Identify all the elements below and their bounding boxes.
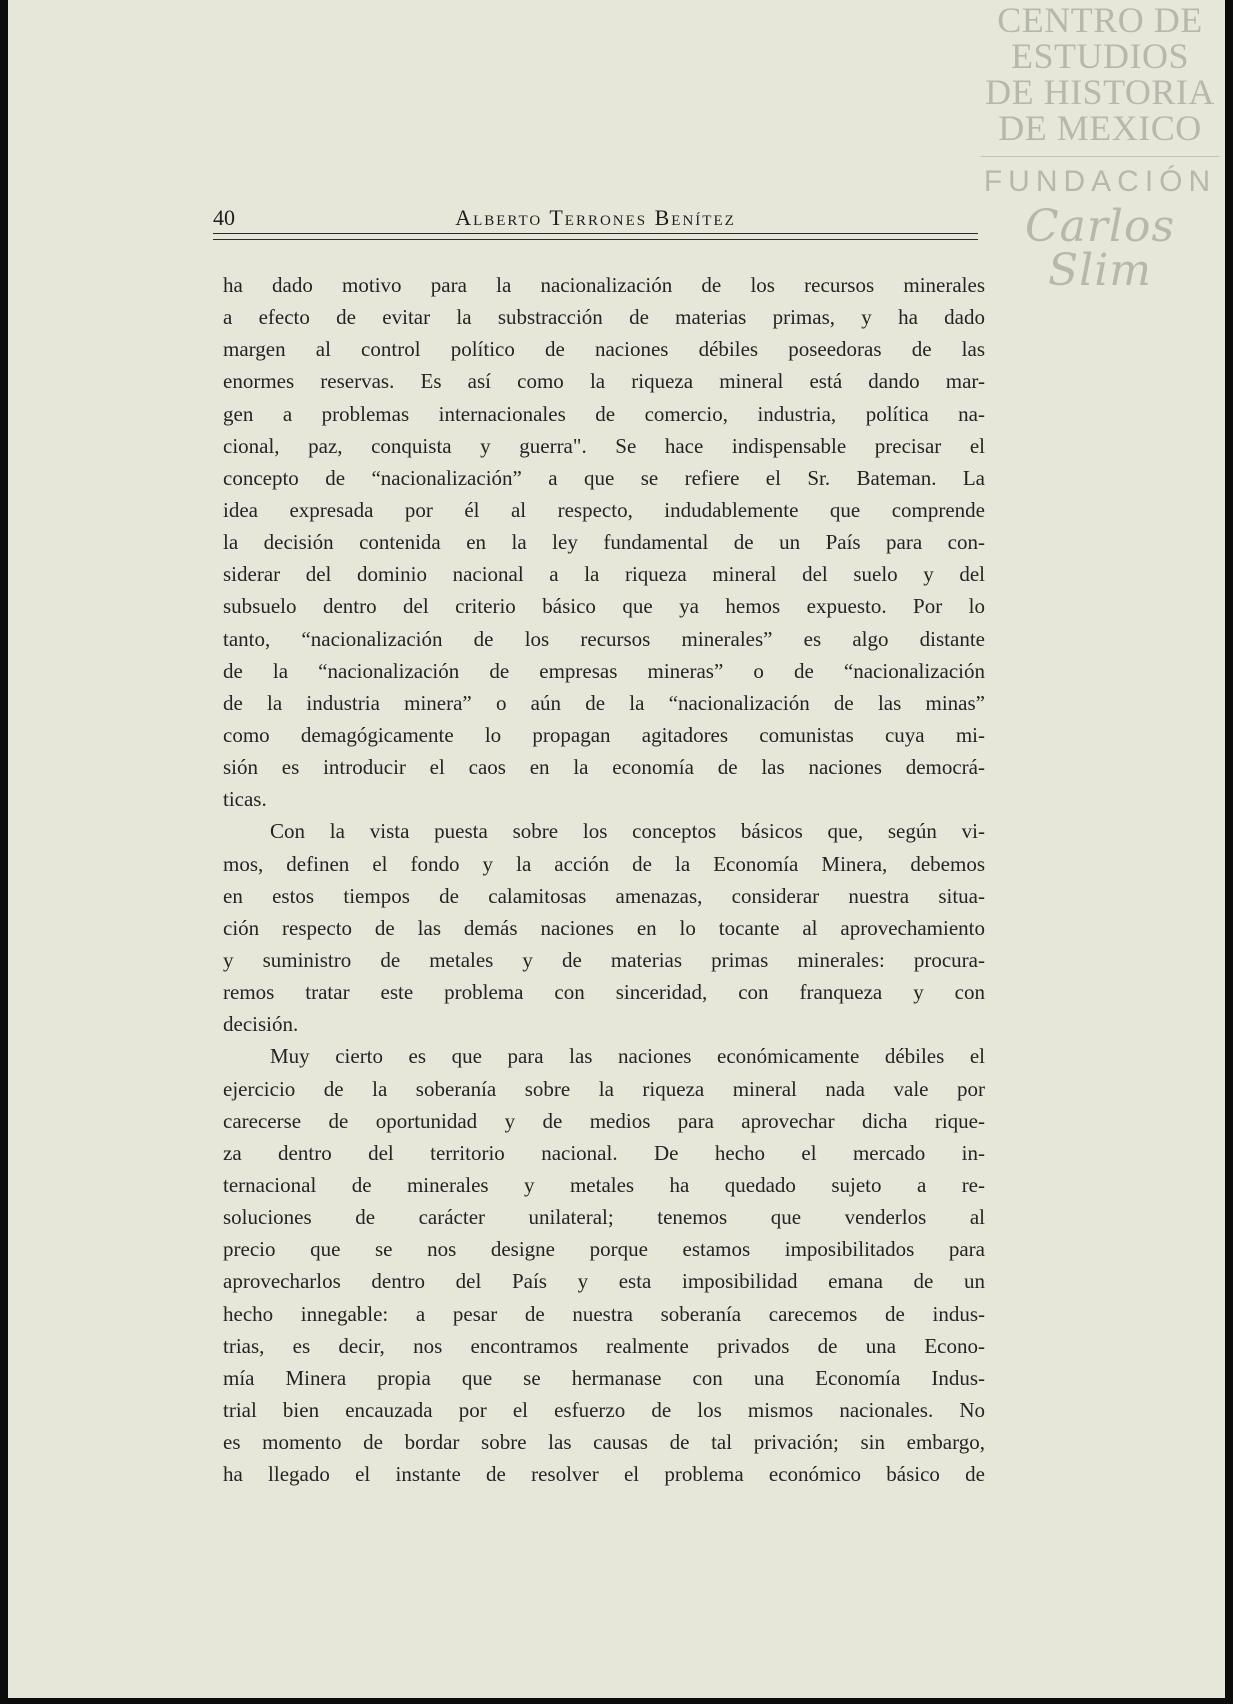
text-line: la decisión contenida en la ley fundamental de un País para con- bbox=[223, 530, 985, 555]
text-line: concepto de “nacionalización” a que se refiere el Sr. Bateman. La bbox=[223, 465, 985, 490]
text-line: y suministro de metales y de materias primas minerales: procura- bbox=[223, 947, 985, 972]
watermark-divider bbox=[981, 156, 1219, 157]
text-line: cional, paz, conquista y guerra". Se hace indispensable precisar el bbox=[223, 433, 985, 458]
text-line: como demagógicamente lo propagan agitadores comunistas cuya mi- bbox=[223, 722, 985, 747]
text-line: tanto, “nacionalización de los recursos minerales” es algo distante bbox=[223, 626, 985, 651]
text-line: trial bien encauzada por el esfuerzo de los mismos nacionales. No bbox=[223, 1397, 985, 1422]
watermark-line: DE MEXICO bbox=[998, 108, 1202, 148]
text-line: sión es introducir el caos en la economía de las naciones democrá- bbox=[223, 755, 985, 780]
page-number: 40 bbox=[213, 205, 235, 230]
text-line: aprovecharlos dentro del País y esta imposibilidad emana de un bbox=[223, 1269, 985, 1294]
text-line: siderar del dominio nacional a la riqueza mineral del suelo y del bbox=[223, 562, 985, 587]
body-text bbox=[223, 269, 985, 1490]
text-line: a efecto de evitar la substracción de materias primas, y ha dado bbox=[223, 305, 985, 330]
text-line: es momento de bordar sobre las causas de tal privación; sin embargo, bbox=[223, 1430, 985, 1455]
text-line: mía Minera propia que se hermanase con una Economía Indus- bbox=[223, 1365, 985, 1390]
text-line: remos tratar este problema con sinceridad, con franqueza y con bbox=[223, 980, 985, 1005]
document-page bbox=[8, 0, 1225, 1698]
running-header bbox=[213, 203, 978, 233]
text-line: ternacional de minerales y metales ha quedado sujeto a re- bbox=[223, 1172, 985, 1197]
watermark-foundation: FUNDACIÓN bbox=[983, 165, 1217, 198]
text-line: za dentro del territorio nacional. De hecho el mercado in- bbox=[223, 1140, 985, 1165]
text-line: margen al control político de naciones débiles poseedoras de las bbox=[223, 337, 985, 362]
text-line: ticas. bbox=[223, 787, 267, 812]
header-double-rule bbox=[213, 233, 978, 240]
text-line: gen a problemas internacionales de comercio, industria, política na- bbox=[223, 401, 985, 426]
text-line: hecho innegable: a pesar de nuestra soberanía carecemos de indus- bbox=[223, 1301, 985, 1326]
text-line: mos, definen el fondo y la acción de la Economía Minera, debemos bbox=[223, 851, 985, 876]
text-line: de la “nacionalización de empresas mineras” o de “nacionalización bbox=[223, 658, 985, 683]
watermark-line: ESTUDIOS bbox=[1010, 36, 1189, 76]
text-line: enormes reservas. Es así como la riqueza mineral está dando mar- bbox=[223, 369, 985, 394]
text-line: ha llegado el instante de resolver el problema económico básico de bbox=[223, 1462, 985, 1487]
text-line: ejercicio de la soberanía sobre la riqueza mineral nada vale por bbox=[223, 1076, 985, 1101]
text-line: en estos tiempos de calamitosas amenazas, considerar nuestra situa- bbox=[223, 883, 985, 908]
text-line: subsuelo dentro del criterio básico que ya hemos expuesto. Por lo bbox=[223, 594, 985, 619]
text-line: ción respecto de las demás naciones en lo tocante al aprovechamiento bbox=[223, 915, 985, 940]
watermark-line: CENTRO DE bbox=[997, 0, 1203, 40]
paragraph-start-line: Muy cierto es que para las naciones económicamente débiles el bbox=[270, 1044, 985, 1069]
text-line: decisión. bbox=[223, 1012, 299, 1037]
text-line: idea expresada por él al respecto, indudablemente que comprende bbox=[223, 497, 985, 522]
text-line: carecerse de oportunidad y de medios para aprovechar dicha rique- bbox=[223, 1108, 985, 1133]
text-line: ha dado motivo para la nacionalización de los recursos minerales bbox=[223, 273, 985, 297]
text-line: trias, es decir, nos encontramos realmente privados de una Econo- bbox=[223, 1333, 985, 1358]
text-line: de la industria minera” o aún de la “nacionalización de las minas” bbox=[223, 690, 985, 715]
paragraph-start-line: Con la vista puesta sobre los conceptos básicos que, según vi- bbox=[270, 819, 985, 844]
watermark-signature: Carlos Slim bbox=[1024, 201, 1176, 296]
running-title: Alberto Terrones Benítez bbox=[455, 205, 736, 230]
text-line: precio que se nos designe porque estamos imposibilitados para bbox=[223, 1237, 985, 1262]
text-line: soluciones de carácter unilateral; tenemos que venderlos al bbox=[223, 1205, 985, 1230]
watermark-line: DE HISTORIA bbox=[985, 72, 1215, 112]
archive-watermark bbox=[975, 0, 1225, 296]
